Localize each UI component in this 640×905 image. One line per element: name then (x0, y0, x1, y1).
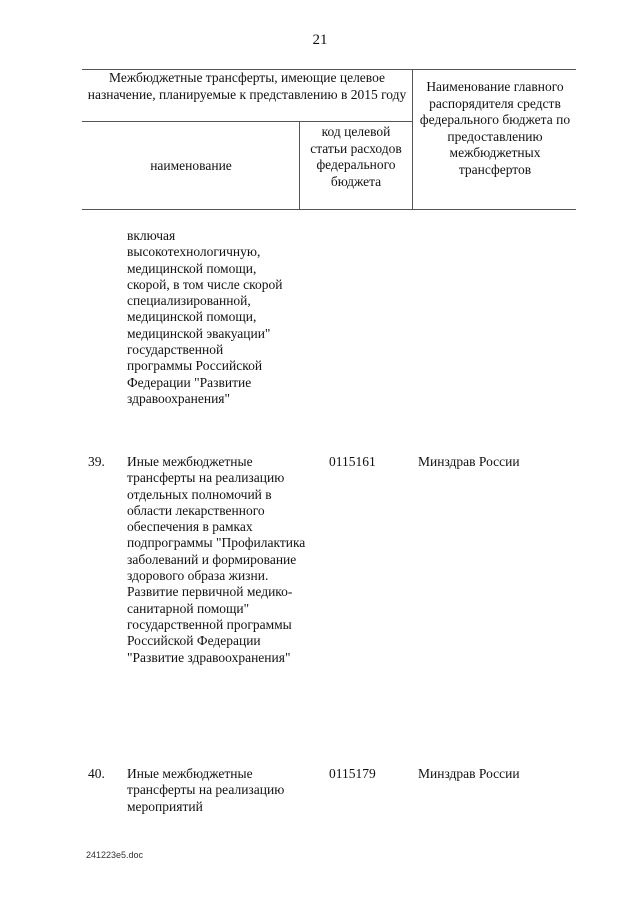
row-admin: Минздрав России (418, 454, 520, 469)
header-group-title: Межбюджетные трансферты, имеющие целевое назначение, планируемые к представлению в 2015 году (87, 70, 407, 102)
header-bottom-border (82, 209, 576, 210)
header-col-divider-admin (412, 69, 413, 209)
continuation-name: включая высокотехнологичную, медицинской помощи, скорой, в том числе скорой специализированной, медицинской помощи, медицинской эвакуации" государственной программы Российской Федерации "Развитие здравоохранения" (127, 228, 283, 406)
header-col-admin: Наименование главного распорядителя средств федерального бюджета по предоставлению межбюджетных трансфертов (419, 79, 571, 177)
row-code: 0115161 (329, 454, 376, 469)
header-col-divider-code (299, 121, 300, 209)
row-number: 39. (88, 454, 105, 469)
row-name: Иные межбюджетные трансферты на реализацию отдельных полномочий в области лекарственного обеспечения в рамках подпрограммы "Профилактика заболеваний и формирование здорового образа жизни. Развитие первичной медико-санитарной помощи" государственной программы Российской Федерации "Развитие здравоохранения" (127, 454, 306, 665)
header-group-divider (82, 121, 412, 122)
row-name: Иные межбюджетные трансферты на реализацию мероприятий (127, 766, 285, 814)
page-number: 21 (312, 32, 328, 48)
row-admin: Минздрав России (418, 766, 520, 781)
row-number: 40. (88, 766, 105, 781)
file-name-footer: 241223e5.doc (86, 850, 144, 860)
header-col-name: наименование (150, 158, 232, 173)
header-col-code: код целевой статьи расходов федерального бюджета (310, 124, 402, 189)
row-code: 0115179 (329, 766, 376, 781)
